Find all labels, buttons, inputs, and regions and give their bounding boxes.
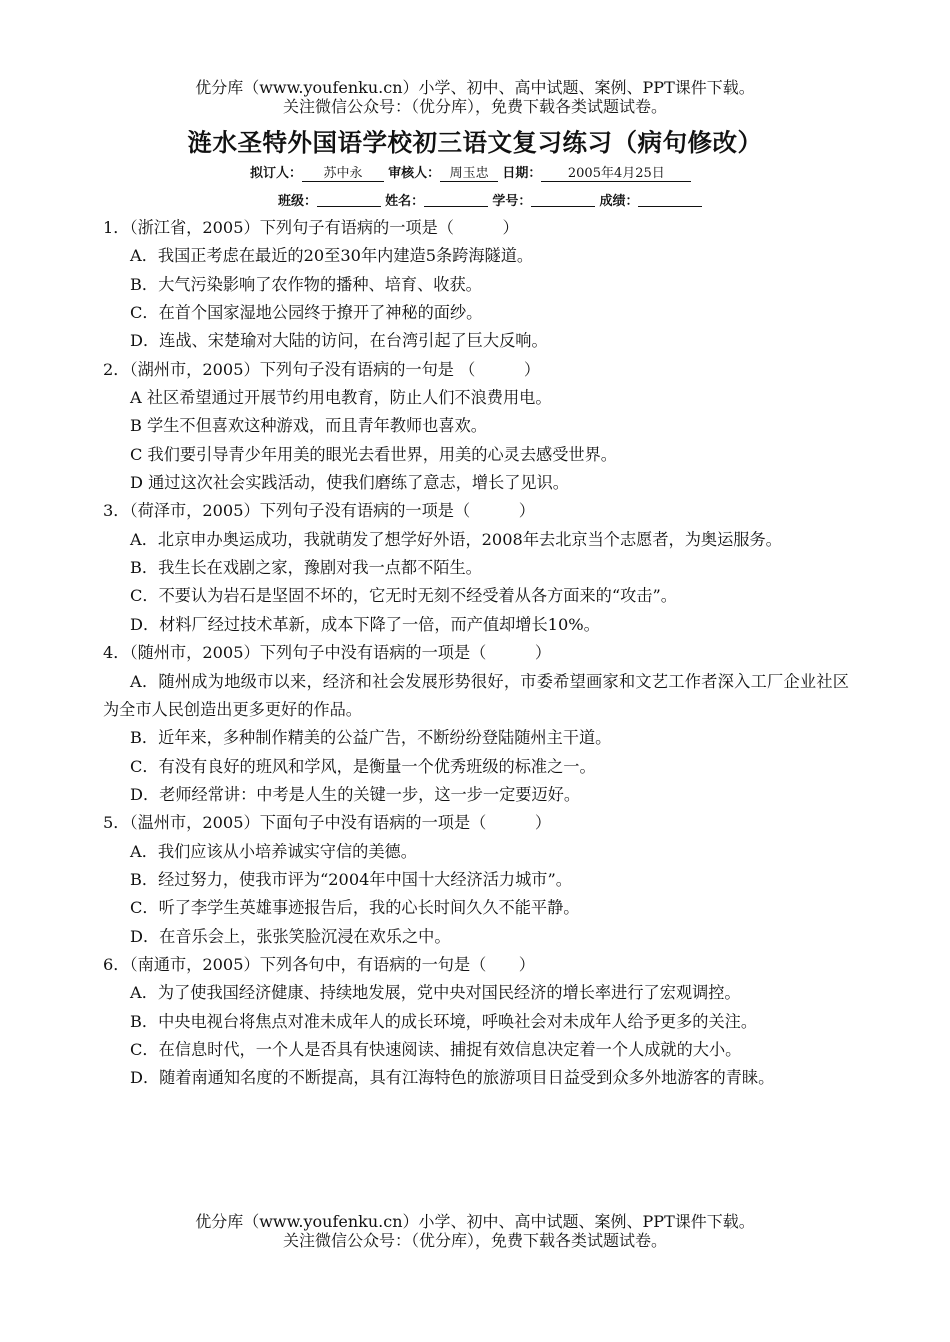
question-6-option-d: D．随着南通知名度的不断提高，具有江海特色的旅游项目日益受到众多外地游客的青睐。 [130,1068,775,1088]
date-value: 2005年4月25日 [541,162,691,182]
date-label: 日期： [502,166,542,181]
question-4-option-b: B．近年来，多种制作精美的公益广告，不断纷纷登陆随州主干道。 [130,728,612,748]
question-3-option-c: C．不要认为岩石是坚固不坏的，它无时无刻不经受着从各方面来的“攻击”。 [130,586,677,606]
question-6-stem: 6．（南通市，2005）下列各句中，有语病的一句是（ ） [103,954,535,974]
score-blank [638,192,702,207]
question-list [103,214,849,1093]
question-3-option-b: B．我生长在戏剧之家，豫剧对我一点都不陌生。 [130,558,482,578]
header-line-1: 优分库（www.youfenku.cn）小学、初中、高中试题、案例、PPT课件下载。 [195,78,755,97]
class-blank [317,192,381,207]
question-1-option-b: B．大气污染影响了农作物的播种、培育、收获。 [130,274,482,294]
question-2-option-b: B 学生不但喜欢这种游戏，而且青年教师也喜欢。 [130,416,487,436]
question-2-option-d: D 通过这次社会实践活动，使我们磨练了意志，增长了见识。 [130,473,569,493]
meta-line [250,162,691,182]
drafter-label: 拟订人： [250,166,303,181]
student-fields [278,190,702,209]
question-3-option-d: D．材料厂经过技术革新，成本下降了一倍，而产值却增长10%。 [130,614,600,634]
drafter-value: 苏中永 [302,162,384,182]
header-banner [0,78,950,116]
question-5-option-d: D．在音乐会上，张张笑脸沉浸在欢乐之中。 [130,926,451,946]
footer-line-2: 关注微信公众号：（优分库），免费下载各类试题试卷。 [282,1231,667,1250]
question-4-option-a: A．随州成为地级市以来，经济和社会发展形势很好，市委希望画家和文艺工作者深入工厂企业社区为全市人民创造出更多更好的作品。 [103,671,849,719]
question-6-option-b: B．中央电视台将焦点对准未成年人的成长环境，呼唤社会对未成年人给予更多的关注。 [130,1011,758,1031]
name-blank [424,192,488,207]
question-5-option-c: C．听了李学生英雄事迹报告后，我的心长时间久久不能平静。 [130,898,580,918]
question-3-stem: 3．（荷泽市，2005）下列句子没有语病的一项是（ ） [103,501,535,521]
score-label: 成绩： [599,194,639,209]
question-4-stem: 4．（随州市，2005）下列句子中没有语病的一项是（ ） [103,643,552,663]
id-blank [531,192,595,207]
question-5-option-b: B．经过努力，使我市评为“2004年中国十大经济活力城市”。 [130,869,572,889]
question-6-option-c: C．在信息时代，一个人是否具有快速阅读、捕捉有效信息决定着一个人成就的大小。 [130,1039,742,1059]
question-5-stem: 5．（温州市，2005）下面句子中没有语病的一项是（ ） [103,813,552,833]
name-label: 姓名： [385,194,425,209]
question-5-option-a: A．我们应该从小培养诚实守信的美德。 [130,841,417,861]
footer-banner [0,1212,950,1250]
question-4-option-d: D．老师经常讲：中考是人生的关键一步，这一步一定要迈好。 [130,784,581,804]
question-1-option-d: D．连战、宋楚瑜对大陆的访问，在台湾引起了巨大反响。 [130,331,548,351]
question-1-option-a: A．我国正考虑在最近的20至30年内建造5条跨海隧道。 [130,246,534,266]
header-line-2: 关注微信公众号：（优分库），免费下载各类试题试卷。 [282,97,667,116]
question-4-option-c: C．有没有良好的班风和学风，是衡量一个优秀班级的标准之一。 [130,756,596,776]
question-1-option-c: C．在首个国家湿地公园终于撩开了神秘的面纱。 [130,303,483,323]
id-label: 学号： [492,194,532,209]
question-3-option-a: A．北京申办奥运成功，我就萌发了想学好外语，2008年去北京当个志愿者，为奥运服务。 [130,529,782,549]
reviewer-label: 审核人： [388,166,441,181]
question-1-stem: 1．（浙江省，2005）下列句子有语病的一项是（ ） [103,218,519,237]
question-2-option-c: C 我们要引导青少年用美的眼光去看世界，用美的心灵去感受世界。 [130,444,617,464]
footer-line-1: 优分库（www.youfenku.cn）小学、初中、高中试题、案例、PPT课件下载。 [195,1212,755,1231]
reviewer-value: 周玉忠 [440,162,498,182]
class-label: 班级： [278,194,318,209]
question-2-option-a: A 社区希望通过开展节约用电教育，防止人们不浪费用电。 [130,388,552,408]
question-2-stem: 2．（湖州市，2005）下列句子没有语病的一句是 （ ） [103,359,541,379]
question-6-option-a: A．为了使我国经济健康、持续地发展，党中央对国民经济的增长率进行了宏观调控。 [130,983,741,1003]
document-title: 涟水圣特外国语学校初三语文复习练习（病句修改） [187,128,763,157]
